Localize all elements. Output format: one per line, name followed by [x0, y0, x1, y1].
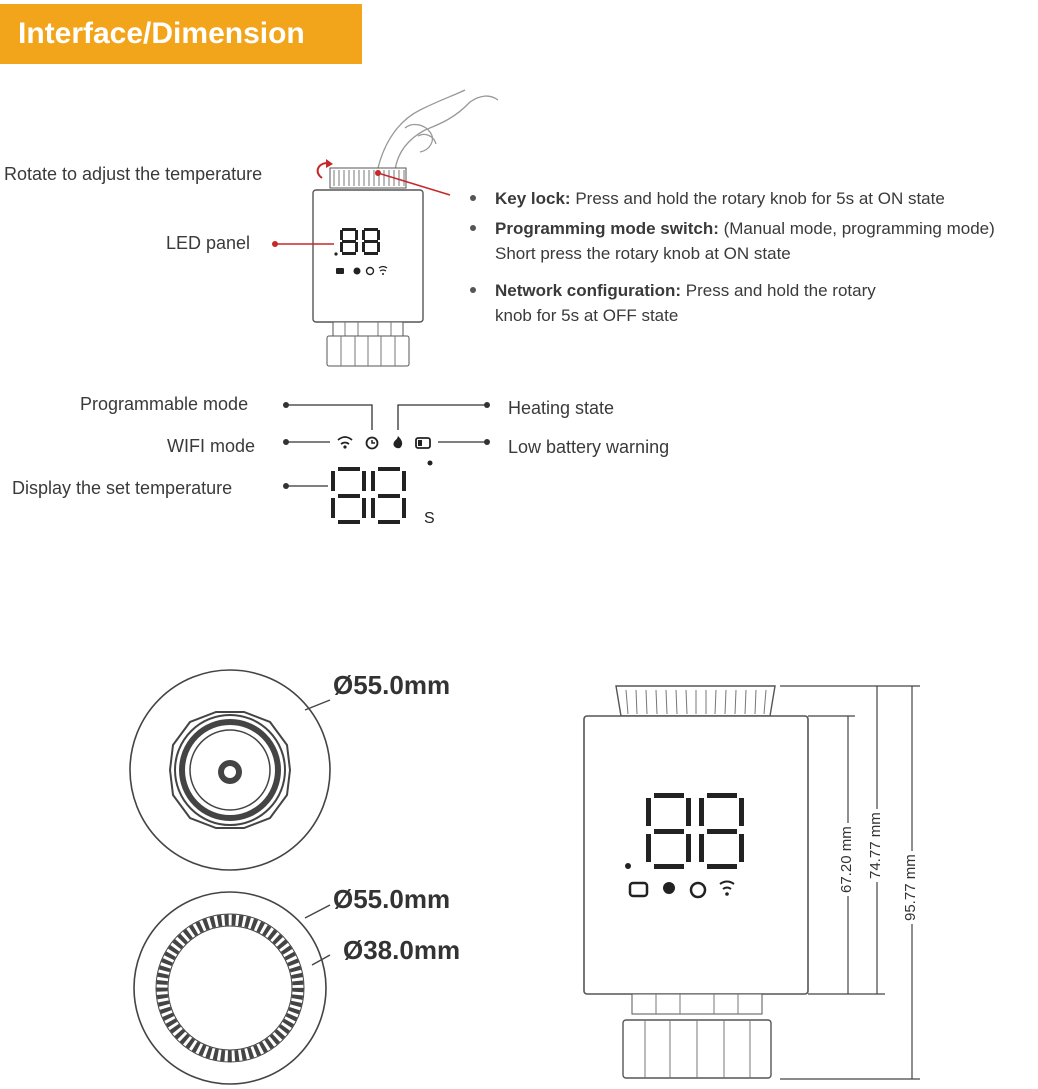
wifi-mode-label: WIFI mode — [167, 436, 256, 456]
bullet-title: Network configuration: — [495, 281, 682, 300]
low-battery-label: Low battery warning — [508, 437, 670, 457]
clock-icon — [367, 438, 378, 449]
bottom-outer-diameter-label: Ø55.0mm — [333, 884, 451, 914]
height-with-knob-label: 74.77 mm — [867, 809, 884, 882]
bullet-programming-mode — [470, 216, 1038, 266]
bullet-network-config — [470, 278, 1038, 328]
bullet-text-line2: Short press the rotary knob at ON state — [495, 244, 791, 263]
bullet-title: Programming mode switch: — [495, 219, 719, 238]
body-height-label: 67.20 mm — [838, 823, 855, 896]
bottom-inner-diameter-label: Ø38.0mm — [343, 935, 461, 965]
wifi-icon — [338, 437, 352, 444]
legend-lines — [286, 405, 487, 486]
hand-sketch-icon — [372, 90, 498, 172]
seconds-unit-label: S — [424, 510, 435, 527]
led-panel-label: LED panel — [166, 233, 251, 253]
rotate-label: Rotate to adjust the temperature — [4, 164, 263, 184]
side-view-device — [584, 686, 808, 1078]
total-height-label: 95.77 mm — [902, 851, 919, 924]
top-view-diameter-label: Ø55.0mm — [333, 670, 451, 700]
bullet-text: (Manual mode, programming mode) — [723, 219, 995, 238]
bullet-text-line2: knob for 5s at OFF state — [495, 306, 679, 325]
segment-display-digits — [331, 461, 433, 525]
thermostat-device-small — [313, 159, 423, 366]
bullet-title: Key lock: — [495, 189, 571, 208]
programmable-mode-label: Programmable mode — [80, 394, 249, 414]
bullet-key-lock — [470, 186, 1038, 211]
section-title-banner: Interface/Dimension — [0, 4, 362, 64]
rotate-arrow-icon — [318, 163, 326, 178]
heating-state-label: Heating state — [508, 398, 615, 418]
top-view-drawing — [130, 670, 330, 870]
flame-icon — [393, 436, 402, 448]
bottom-view-drawing — [134, 892, 326, 1084]
battery-icon — [416, 438, 430, 448]
set-temperature-label: Display the set temperature — [12, 478, 233, 498]
bullet-text: Press and hold the rotary — [685, 281, 876, 300]
bullet-text: Press and hold the rotary knob for 5s at ON state — [575, 189, 945, 208]
